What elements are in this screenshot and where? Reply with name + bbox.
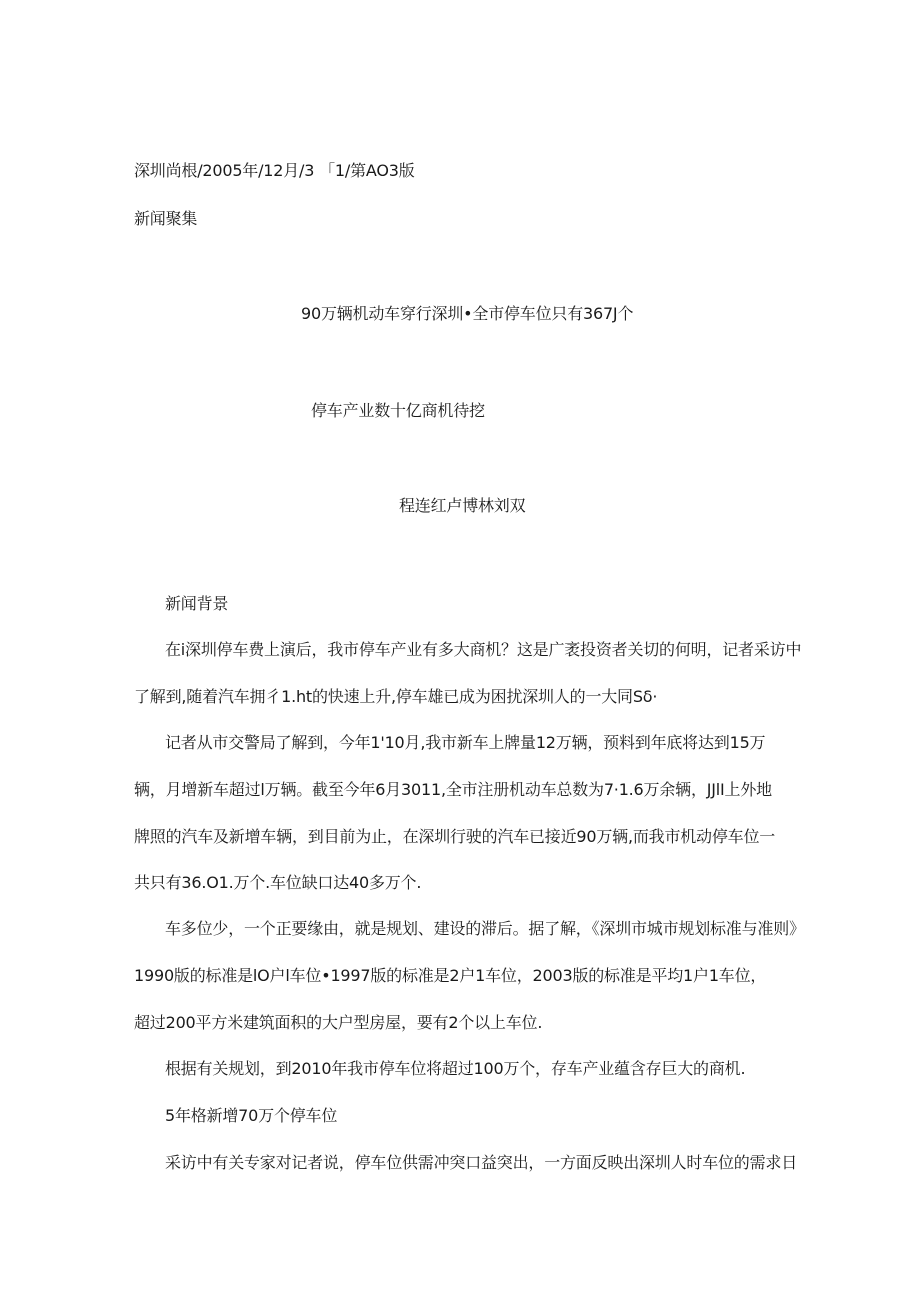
paragraph-line: 辆，月增新车超过l万辆。截至今年6月3011,全市注册机动车总数为7·1.6万余辆，JJlI上外地 — [134, 780, 772, 799]
paragraph-line: 共只有36.O1.万个.车位缺口达40多万个. — [134, 873, 422, 892]
paragraph-line: 采访中有关专家对记者说，停车位供需冲突口益突出，一方面反映出深圳人时车位的需求日 — [165, 1153, 798, 1172]
source-line: 深圳尚根/2005年/12月/3 「1/第AO3版 — [134, 161, 415, 180]
paragraph-line: 新闻背景 — [165, 594, 229, 613]
paragraph-line: 车多位少，一个正要缘由，就是规划、建设的滞后。据了解，《深圳市城市规划标准与准则》 — [165, 919, 805, 938]
headline: 90万辆机动车穿行深圳•全市停车位只有367J个 — [301, 304, 634, 323]
paragraph-line: 了解到,随着汽车拥彳1.ht的快速上升,停车雄已成为困扰深圳人的一大同Sδ· — [134, 687, 658, 706]
paragraph-line: 记者从市交警局了解到，今年1'10月,我市新车上牌量12万辆，预料到年底将达到15万 — [165, 733, 766, 752]
paragraph-line: 在i深圳停车费上演后，我市停车产业有多大商机？这是广袤投资者关切的何明，记者采访中 — [165, 640, 802, 659]
paragraph-line: 5年格新增70万个停车位 — [165, 1106, 338, 1125]
byline: 程连红卢博林刘双 — [399, 496, 526, 515]
paragraph-line: 牌照的汽车及新增车辆，到目前为止，在深圳行驶的汽车已接近90万辆,而我市机动停车位一 — [134, 827, 776, 846]
paragraph-line: 超过200平方米建筑面积的大户型房屋，要有2个以上车位. — [134, 1013, 543, 1032]
subheadline: 停车产业数十亿商机待挖 — [311, 401, 485, 420]
paragraph-line: 1990版的标准是lO户l车位•1997版的标准是2户1车位，2003版的标准是平均1户1车位， — [134, 966, 767, 985]
section-title: 新闻聚集 — [134, 209, 198, 228]
paragraph-line: 根据有关规划，到2010年我市停车位将超过100万个，存车产业蕴含存巨大的商机. — [165, 1059, 746, 1078]
